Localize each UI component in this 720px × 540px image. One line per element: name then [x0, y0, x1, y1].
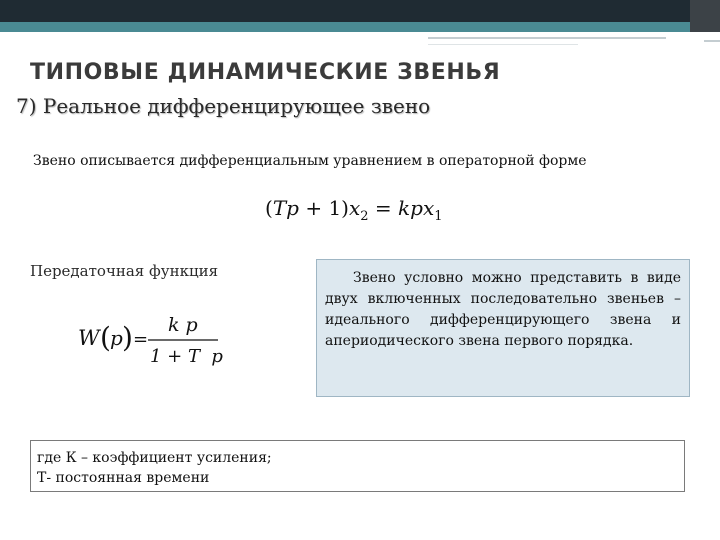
header-band-corner: [690, 0, 720, 32]
page-title: ТИПОВЫЕ ДИНАМИЧЕСКИЕ ЗВЕНЬЯ: [30, 60, 501, 85]
eq-x2-sub: 2: [360, 209, 369, 224]
definition-t: Т- постоянная времени: [37, 470, 210, 486]
header-decor-line-right: [704, 40, 720, 42]
definitions-box: [30, 440, 685, 492]
formula-W: W: [78, 326, 100, 350]
header-band-teal: [0, 22, 720, 32]
formula-denominator: 1 + T p: [150, 346, 223, 367]
eq-p: p: [286, 196, 299, 220]
eq-T: T: [272, 196, 287, 220]
transfer-function-formula: [78, 312, 238, 372]
operator-equation: [265, 196, 443, 224]
eq-open-paren: (: [265, 196, 273, 220]
eq-x1-sub: 1: [434, 209, 443, 224]
formula-equals: =: [133, 329, 149, 350]
definition-k: где К – коэффициент усиления;: [37, 450, 272, 466]
section-subtitle: 7) Реальное дифференцирующее звено: [16, 94, 431, 118]
series-decomposition-note: Звено условно можно представить в виде двух включенных последовательно звеньев – идеального дифференцирующего звена и апериодического звена первого порядка.: [316, 259, 690, 397]
header-decor-line: [428, 37, 666, 39]
formula-numerator: k p: [168, 314, 198, 336]
formula-arg: p: [110, 326, 123, 350]
eq-x: x: [348, 196, 361, 220]
eq-kpx: kpx: [398, 196, 435, 220]
eq-equals: =: [368, 196, 399, 220]
intro-text: Звено описывается дифференциальным уравнением в операторной форме: [33, 153, 587, 169]
formula-right-paren: ): [122, 321, 133, 354]
eq-plus-one: + 1): [298, 196, 349, 220]
formula-left-paren: (: [100, 321, 111, 354]
header-band-dark: [0, 0, 720, 22]
transfer-function-label: Передаточная функция: [30, 262, 219, 280]
header-decor-line-short: [428, 44, 578, 45]
